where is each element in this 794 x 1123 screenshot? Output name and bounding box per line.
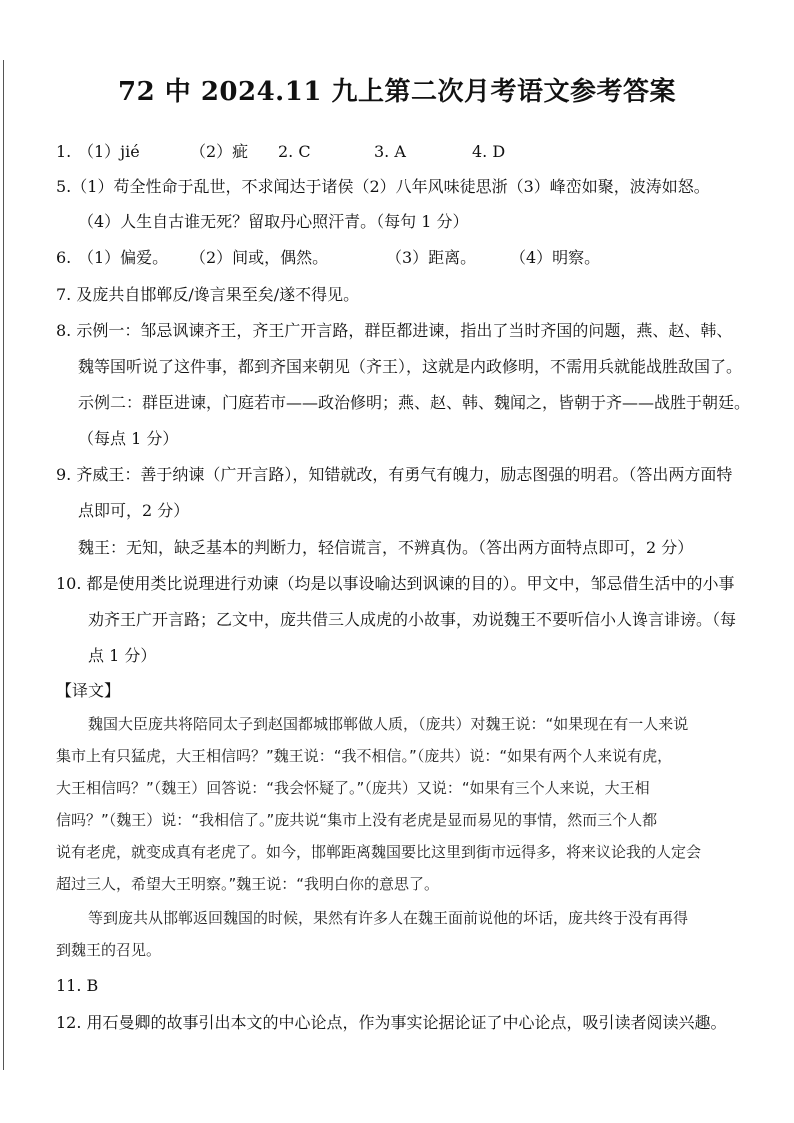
answer-8-line1: 8. 示例一：邹忌讽谏齐王，齐王广开言路，群臣都进谏，指出了当时齐国的问题，燕、赵、韩、: [56, 321, 733, 340]
translation-p2-line2: 到魏王的召见。: [56, 941, 162, 959]
answer-8-line2: 魏等国听说了这件事，都到齐国来朝见（齐王），这就是内政修明，不需用兵就能战胜敌国了。: [78, 357, 743, 376]
answer-9-line3: 魏王：无知，缺乏基本的判断力，轻信谎言，不辨真伪。（答出两方面特点即可，2 分）: [78, 538, 694, 557]
translation-p1-line2: 集市上有只猛虎，大王相信吗？”魏王说：“我不相信。”（庞共）说：“如果有两个人来说有虎，: [56, 747, 673, 765]
answer-12: 12. 用石曼卿的故事引出本文的中心论点，作为事实论据论证了中心论点，吸引读者阅读兴趣。: [56, 1013, 727, 1032]
answer-9-line1: 9. 齐威王：善于纳谏（广开言路），知错就改，有勇气有魄力，励志图强的明君。（答出两方面特: [56, 465, 733, 484]
answer-5-line1: 5.（1）苟全性命于乱世，不求闻达于诸侯（2）八年风味徒思浙（3）峰峦如聚，波涛如怒。: [56, 177, 710, 196]
translation-p1-line5: 说有老虎，就变成真有老虎了。如今，邯郸距离魏国要比这里到街市远得多，将来议论我的人定会: [56, 843, 702, 861]
answer-6-part3: （3）距离。: [386, 248, 477, 267]
answer-9-line2: 点即可，2 分）: [78, 501, 190, 520]
answer-8-line4: （每点 1 分）: [78, 429, 179, 448]
translation-p1-line6: 超过三人，希望大王明察。”魏王说：“我明白你的意思了。: [56, 875, 440, 893]
answer-7: 7. 及庞共自邯郸反/谗言果至矣/遂不得见。: [56, 285, 360, 304]
answer-8-line3: 示例二：群臣进谏，门庭若市——政治修明；燕、赵、韩、魏闻之，皆朝于齐——战胜于朝廷。: [78, 393, 751, 412]
translation-p1-line4: 信吗？”（魏王）说：“我相信了。”庞共说“集市上没有老虎是显而易见的事情，然而三个人都: [56, 811, 658, 829]
answer-10-line3: 点 1 分）: [88, 646, 157, 665]
translation-p1-line3: 大王相信吗？”（魏王）回答说：“我会怀疑了。”（庞共）又说：“如果有三个人来说，大王相: [56, 779, 650, 797]
translation-p1-line1: 魏国大臣庞共将陪同太子到赵国都城邯郸做人质，（庞共）对魏王说：“如果现在有一人来说: [88, 715, 689, 733]
left-margin-rule: [3, 60, 4, 1070]
answer-5-line2: （4）人生自古谁无死？留取丹心照汗青。（每句 1 分）: [78, 212, 469, 231]
answer-6-part4: （4）明察。: [510, 248, 601, 267]
answer-4: 4. D: [472, 142, 506, 161]
answer-6: [56, 247, 600, 269]
answer-3: 3. A: [374, 142, 406, 161]
answer-11: 11. B: [56, 976, 99, 995]
translation-p2-line1: 等到庞共从邯郸返回魏国的时候，果然有许多人在魏王面前说他的坏话，庞共终于没有再得: [88, 909, 689, 927]
answer-10-line1: 10. 都是使用类比说理进行劝谏（均是以事设喻达到讽谏的目的）。甲文中，邹忌借生活中的小事: [56, 574, 735, 593]
answer-1-4: [56, 141, 505, 163]
answer-10-line2: 劝齐王广开言路；乙文中，庞共借三人成虎的小故事，劝说魏王不要听信小人谗言诽谤。（每: [88, 610, 737, 629]
answer-6-part2: （2）间或，偶然。: [190, 248, 329, 267]
answer-1-part2: （2）疵: [190, 142, 249, 161]
answer-1-number: 1.: [56, 142, 72, 161]
translation-heading: 【译文】: [56, 681, 121, 700]
answer-2: 2. C: [278, 142, 311, 161]
answer-1-part1: （1）jié: [78, 142, 140, 161]
page-title: 72 中 2024.11 九上第二次月考语文参考答案: [118, 77, 676, 107]
answer-6-number: 6.: [56, 248, 72, 267]
answer-6-part1: （1）偏爱。: [78, 248, 169, 267]
